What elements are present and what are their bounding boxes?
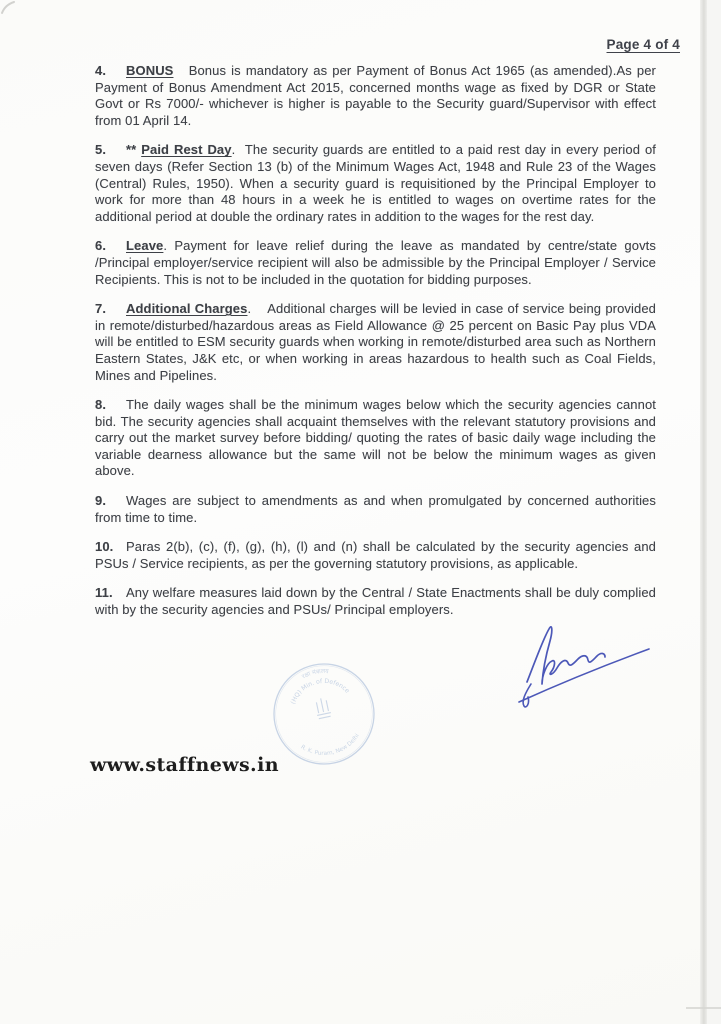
paragraph-text: Paras 2(b), (c), (f), (g), (h), (l) and (n) shall be calculated by the security agencies and PSUs / Service recipients, as per the governing statutory provisions, as applicable. <box>95 539 656 571</box>
paragraph-heading: Paid Rest Day <box>141 142 232 158</box>
paragraph-4-bonus <box>95 63 656 129</box>
paragraph-text: . Payment for leave relief during the leave as mandated by centre/state govts /Principal employer/service recipient will also be admissible by the Principal Employer / Service Recipients. This is not to be included in the quotation for bidding purposes. <box>95 238 656 287</box>
paragraph-number: 4. <box>95 63 107 78</box>
stamp-top-arc-text: रक्षा मंत्रालय <box>300 667 329 681</box>
paragraph-number: 6. <box>95 238 107 254</box>
paragraph-6-leave <box>95 238 656 288</box>
paragraph-text: Bonus is mandatory as per Payment of Bonus Act 1965 (as amended).As per Payment of Bonus Amendment Act 2015, concerned months wage as fixed by DGR or State Govt or Rs 7000/- whichever is higher is payable to the Security guard/Supervisor with effect from 01 April 14. <box>95 63 656 128</box>
paragraph-heading: Additional Charges <box>126 301 248 317</box>
stamp-emblem-icon <box>314 697 332 719</box>
paragraph-number: 8. <box>95 397 107 413</box>
paragraph-10-paras-calculation <box>95 539 656 572</box>
paragraph-text: Wages are subject to amendments as and when promulgated by concerned authorities from time to time. <box>95 493 656 525</box>
scan-edge-shadow <box>700 0 707 1024</box>
signature-hook-stroke <box>523 684 531 707</box>
stamp-mid-arc-text: (HQ) Min. of Defence <box>289 677 351 706</box>
paragraph-prefix: ** <box>126 142 142 158</box>
stamp-bottom-arc-text: R. K. Puram, New Delhi <box>299 733 361 758</box>
paragraph-number: 11. <box>95 585 113 601</box>
signature-flourish-stroke <box>527 627 605 684</box>
official-round-stamp <box>262 652 386 776</box>
signature-ink <box>495 605 665 720</box>
paragraph-text: . The security guards are entitled to a paid rest day in every period of seven days (Refer Section 13 (b) of the Minimum Wages Act, 1948 and Rule 23 of the Wages (Central) Rules, 1950). When a security guard is requisitioned by the Principal Employer to work for more than 48 hours in a week he is entitled to wages on overtime rates for the additional period at double the ordinary rates in addition to the wages for the rest day. <box>95 142 656 224</box>
paragraph-text: The daily wages shall be the minimum wages below which the security agencies cannot bid. The security agencies shall acquaint themselves with the relevant statutory provisions and carry out the market survey before bidding/ quoting the rates of basic daily wage including the variable dearness allowance but the same will not be below the minimum wages as given above. <box>95 397 656 479</box>
scan-corner-mark <box>0 0 18 18</box>
paragraph-number: 9. <box>95 493 107 509</box>
paragraph-5-paid-rest-day <box>95 142 656 225</box>
website-watermark: www.staffnews.in <box>90 754 279 776</box>
page-number-header: Page 4 of 4 <box>606 37 680 52</box>
svg-text:(HQ) Min. of Defence <box>286 672 352 706</box>
paragraph-text: . Additional charges will be levied in case of service being provided in remote/disturbed/hazardous areas as Field Allowance @ 25 percent on Basic Pay plus VDA will be entitled to ESM security guards when working in remote/disturbed area such as Northern Eastern States, J&K etc, or when working in areas hazardous to health such as Coal Fields, Mines and Pipelines. <box>95 301 656 383</box>
paragraph-number: 5. <box>95 142 107 158</box>
paragraph-7-additional-charges <box>95 301 656 384</box>
paragraph-number: 10. <box>95 539 114 555</box>
paragraph-text: Any welfare measures laid down by the Central / State Enactments shall be duly complied with by the security agencies and PSUs/ Principal employers. <box>95 585 656 618</box>
paragraph-number: 7. <box>95 301 107 317</box>
svg-text:R. K. Puram, New Delhi <box>299 732 364 763</box>
scan-edge-margin <box>707 0 721 1024</box>
paragraph-heading: BONUS <box>126 63 174 78</box>
paragraph-heading: Leave <box>126 238 164 254</box>
signature-underline-stroke <box>519 649 649 702</box>
scan-bottom-line <box>686 1007 721 1009</box>
paragraph-8-daily-wages <box>95 397 656 480</box>
paragraph-9-wage-amendments <box>95 493 656 526</box>
document-body <box>95 63 656 632</box>
